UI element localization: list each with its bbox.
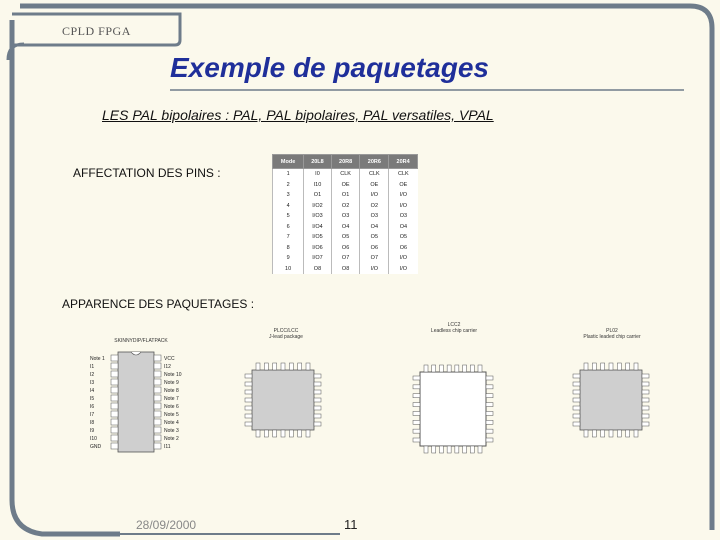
dip-right-pin-label: Note 8 [164, 388, 179, 394]
package-pin [592, 430, 596, 437]
package-pin [642, 382, 649, 386]
table-header-cell: 20R4 [389, 155, 418, 169]
dip-right-pin [154, 427, 161, 433]
package-pin [573, 374, 580, 378]
dip-left-pin-label: I5 [90, 396, 95, 402]
package-pin [245, 422, 252, 426]
package-pin [281, 363, 285, 370]
footer-date: 28/09/2000 [136, 518, 197, 532]
table-cell: 3 [273, 190, 304, 201]
table-header-cell: 20R6 [360, 155, 389, 169]
package-pin [314, 374, 321, 378]
package-pin [634, 430, 638, 437]
package-pin [573, 390, 580, 394]
package-pin [273, 363, 277, 370]
package-pin [413, 438, 420, 442]
table-cell: O4 [360, 222, 389, 233]
dip-right-pin-label: Note 3 [164, 428, 179, 434]
table-row [273, 253, 418, 264]
package-pin [245, 374, 252, 378]
table-cell: I/O [389, 201, 418, 212]
table-cell: O5 [331, 232, 360, 243]
table-cell: I/O4 [304, 222, 332, 233]
table-row [273, 243, 418, 254]
package-pin [413, 403, 420, 407]
package-pin [439, 365, 443, 372]
package-pin [478, 446, 482, 453]
table-cell: O1 [331, 190, 360, 201]
table-cell: O6 [360, 243, 389, 254]
package-pin [424, 365, 428, 372]
package-pin [245, 382, 252, 386]
package-pin [486, 411, 493, 415]
table-cell: I/O7 [304, 253, 332, 264]
table-cell: O5 [389, 232, 418, 243]
package-pin [413, 385, 420, 389]
dip-left-pin-label: I2 [90, 372, 95, 378]
package-pin [486, 420, 493, 424]
package-pin [573, 406, 580, 410]
pl02-package-diagram [556, 328, 668, 458]
table-cell: 4 [273, 201, 304, 212]
pl02-chip-drawing [556, 340, 668, 456]
lcc2-subcaption: Leadless chip carrier [430, 328, 478, 334]
package-pin [413, 376, 420, 380]
dip-right-pin [154, 411, 161, 417]
package-pin [413, 394, 420, 398]
dip-left-pin-label: GND [90, 444, 102, 450]
package-pin [486, 429, 493, 433]
dip-left-pin [111, 395, 118, 401]
lcc2-chip-drawing [398, 334, 510, 464]
dip-right-pin-label: I11 [164, 444, 171, 450]
package-pin [432, 365, 436, 372]
table-cell: OE [331, 180, 360, 191]
table-cell: O3 [331, 211, 360, 222]
package-pin [609, 430, 613, 437]
package-pin [642, 390, 649, 394]
package-pin [486, 403, 493, 407]
package-pin [281, 430, 285, 437]
dip-left-pin [111, 379, 118, 385]
table-cell: O7 [360, 253, 389, 264]
dip-right-pin-label: Note 7 [164, 396, 179, 402]
dip-left-pin [111, 443, 118, 449]
dip-left-pin [111, 427, 118, 433]
pin-assignment-label: AFFECTATION DES PINS : [73, 166, 221, 180]
package-pin [642, 406, 649, 410]
package-pin [314, 406, 321, 410]
package-pin [298, 363, 302, 370]
package-pin [413, 429, 420, 433]
package-pin [642, 398, 649, 402]
package-pin [601, 430, 605, 437]
table-cell: CLK [389, 169, 418, 180]
slide-subtitle: LES PAL bipolaires : PAL, PAL bipolaires, PAL versatiles, VPAL [102, 107, 494, 123]
package-pin [447, 446, 451, 453]
package-pin [455, 365, 459, 372]
dip-right-pin-label: Note 4 [164, 420, 179, 426]
table-cell: O3 [389, 211, 418, 222]
package-pin [447, 365, 451, 372]
dip-left-pin-label: I6 [90, 404, 95, 410]
table-cell: I0 [304, 169, 332, 180]
table-cell: I/O5 [304, 232, 332, 243]
dip-right-pin [154, 371, 161, 377]
package-pin [470, 446, 474, 453]
package-pin [413, 420, 420, 424]
dip-left-pin [111, 419, 118, 425]
package-pin [486, 385, 493, 389]
table-cell: O6 [331, 243, 360, 254]
page-number: 11 [344, 517, 358, 532]
package-pin [314, 422, 321, 426]
package-pin [306, 430, 310, 437]
dip-right-pin-label: I12 [164, 364, 171, 370]
table-cell: I10 [304, 180, 332, 191]
package-pin [470, 365, 474, 372]
pin-assignment-table [272, 154, 418, 274]
table-cell: O6 [389, 243, 418, 254]
package-pin [642, 374, 649, 378]
table-cell: 7 [273, 232, 304, 243]
package-pin [626, 363, 630, 370]
table-cell: 10 [273, 264, 304, 275]
table-cell: I/O [389, 264, 418, 275]
package-pin [573, 398, 580, 402]
package-pin [256, 363, 260, 370]
plcc-package-diagram [232, 328, 340, 458]
package-pin [289, 363, 293, 370]
table-cell: O8 [304, 264, 332, 275]
dip-left-pin-label: I1 [90, 364, 95, 370]
table-cell: I/O3 [304, 211, 332, 222]
table-row [273, 190, 418, 201]
dip-right-pin [154, 403, 161, 409]
table-row [273, 232, 418, 243]
package-pin [264, 430, 268, 437]
lcc2-package-diagram [398, 322, 510, 466]
package-pin [455, 446, 459, 453]
table-cell: O2 [360, 201, 389, 212]
table-cell: O7 [331, 253, 360, 264]
dip-left-pin-label: Note 1 [90, 356, 105, 362]
dip-right-pin [154, 387, 161, 393]
dip-left-pin-label: I3 [90, 380, 95, 386]
dip-right-pin [154, 379, 161, 385]
package-pin [463, 446, 467, 453]
table-cell: OE [389, 180, 418, 191]
dip-left-pin [111, 355, 118, 361]
dip-right-pin-label: VCC [164, 356, 175, 362]
table-cell: 1 [273, 169, 304, 180]
table-header-cell: 20R8 [331, 155, 360, 169]
table-row [273, 222, 418, 233]
package-pin [617, 430, 621, 437]
dip-left-pin [111, 363, 118, 369]
package-pin [264, 363, 268, 370]
package-pin [609, 363, 613, 370]
table-row [273, 180, 418, 191]
package-pin [245, 414, 252, 418]
package-pin [592, 363, 596, 370]
package-pin [642, 414, 649, 418]
table-cell: 5 [273, 211, 304, 222]
table-cell: I/O [360, 264, 389, 275]
package-pin [413, 411, 420, 415]
package-pin [256, 430, 260, 437]
package-pin [573, 382, 580, 386]
pl02-caption: PL02 [606, 328, 618, 334]
table-cell: 9 [273, 253, 304, 264]
dip-right-pin [154, 435, 161, 441]
package-pin [584, 430, 588, 437]
package-pin [289, 430, 293, 437]
package-pin [486, 438, 493, 442]
package-pin [463, 365, 467, 372]
dip-left-pin [111, 403, 118, 409]
package-pin [601, 363, 605, 370]
package-pin [486, 394, 493, 398]
package-pin [306, 363, 310, 370]
dip-right-pin-label: Note 2 [164, 436, 179, 442]
table-cell: OE [360, 180, 389, 191]
package-pin [245, 406, 252, 410]
package-pin [439, 446, 443, 453]
package-pin [314, 390, 321, 394]
table-cell: O4 [389, 222, 418, 233]
table-row [273, 169, 418, 180]
dip-left-pin-label: I9 [90, 428, 95, 434]
package-pin [314, 414, 321, 418]
package-pin [617, 363, 621, 370]
package-pin [634, 363, 638, 370]
table-header-cell: Mode [273, 155, 304, 169]
dip-package-diagram [86, 338, 196, 460]
slide-title: Exemple de paquetages [170, 52, 490, 83]
dip-right-pin [154, 363, 161, 369]
dip-right-pin [154, 443, 161, 449]
package-pin [626, 430, 630, 437]
package-pin [424, 446, 428, 453]
dip-right-pin-label: Note 6 [164, 404, 179, 410]
table-cell: O2 [331, 201, 360, 212]
table-cell: I/O [360, 190, 389, 201]
package-pin [245, 398, 252, 402]
dip-right-pin [154, 395, 161, 401]
table-cell: 8 [273, 243, 304, 254]
table-row [273, 201, 418, 212]
package-pin [245, 390, 252, 394]
dip-right-pin [154, 355, 161, 361]
package-pin [573, 414, 580, 418]
dip-left-pin-label: I4 [90, 388, 95, 394]
table-cell: CLK [360, 169, 389, 180]
table-header-row [273, 155, 418, 169]
package-pin [573, 422, 580, 426]
table-cell: O1 [304, 190, 332, 201]
dip-right-pin [154, 419, 161, 425]
dip-caption: SKINNYDIP/FLATPACK [114, 338, 168, 344]
package-pin [584, 363, 588, 370]
package-pin [432, 446, 436, 453]
package-pin [314, 382, 321, 386]
plcc-chip-drawing [232, 340, 340, 456]
table-cell: I/O [389, 253, 418, 264]
dip-right-pin-label: Note 9 [164, 380, 179, 386]
dip-left-pin-label: I10 [90, 436, 97, 442]
package-pin [478, 365, 482, 372]
table-cell: I/O6 [304, 243, 332, 254]
table-row [273, 264, 418, 275]
table-row [273, 211, 418, 222]
dip-left-pin [111, 411, 118, 417]
package-pin [486, 376, 493, 380]
table-header-cell: 20L8 [304, 155, 332, 169]
dip-right-pin-label: Note 5 [164, 412, 179, 418]
dip-chip-drawing [86, 344, 196, 458]
table-cell: O4 [331, 222, 360, 233]
package-pin [314, 398, 321, 402]
package-pin [273, 430, 277, 437]
table-cell: O3 [360, 211, 389, 222]
plcc-subcaption: J-lead package [269, 334, 303, 340]
table-cell: 2 [273, 180, 304, 191]
table-cell: CLK [331, 169, 360, 180]
package-appearance-label: APPARENCE DES PAQUETAGES : [62, 297, 255, 311]
table-cell: O5 [360, 232, 389, 243]
pl02-subcaption: Plastic leaded chip carrier [583, 334, 641, 340]
table-cell: I/O [389, 190, 418, 201]
plcc-caption: PLCC/LCC [273, 328, 299, 334]
lcc2-caption: LCC2 [447, 322, 461, 328]
package-pin [298, 430, 302, 437]
dip-left-pin [111, 387, 118, 393]
dip-left-pin-label: I7 [90, 412, 95, 418]
table-cell: 6 [273, 222, 304, 233]
dip-right-pin-label: Note 10 [164, 372, 182, 378]
dip-left-pin [111, 371, 118, 377]
dip-left-pin [111, 435, 118, 441]
dip-left-pin-label: I8 [90, 420, 95, 426]
course-header: CPLD FPGA [62, 24, 131, 38]
table-cell: O8 [331, 264, 360, 275]
package-pin [642, 422, 649, 426]
table-cell: I/O2 [304, 201, 332, 212]
